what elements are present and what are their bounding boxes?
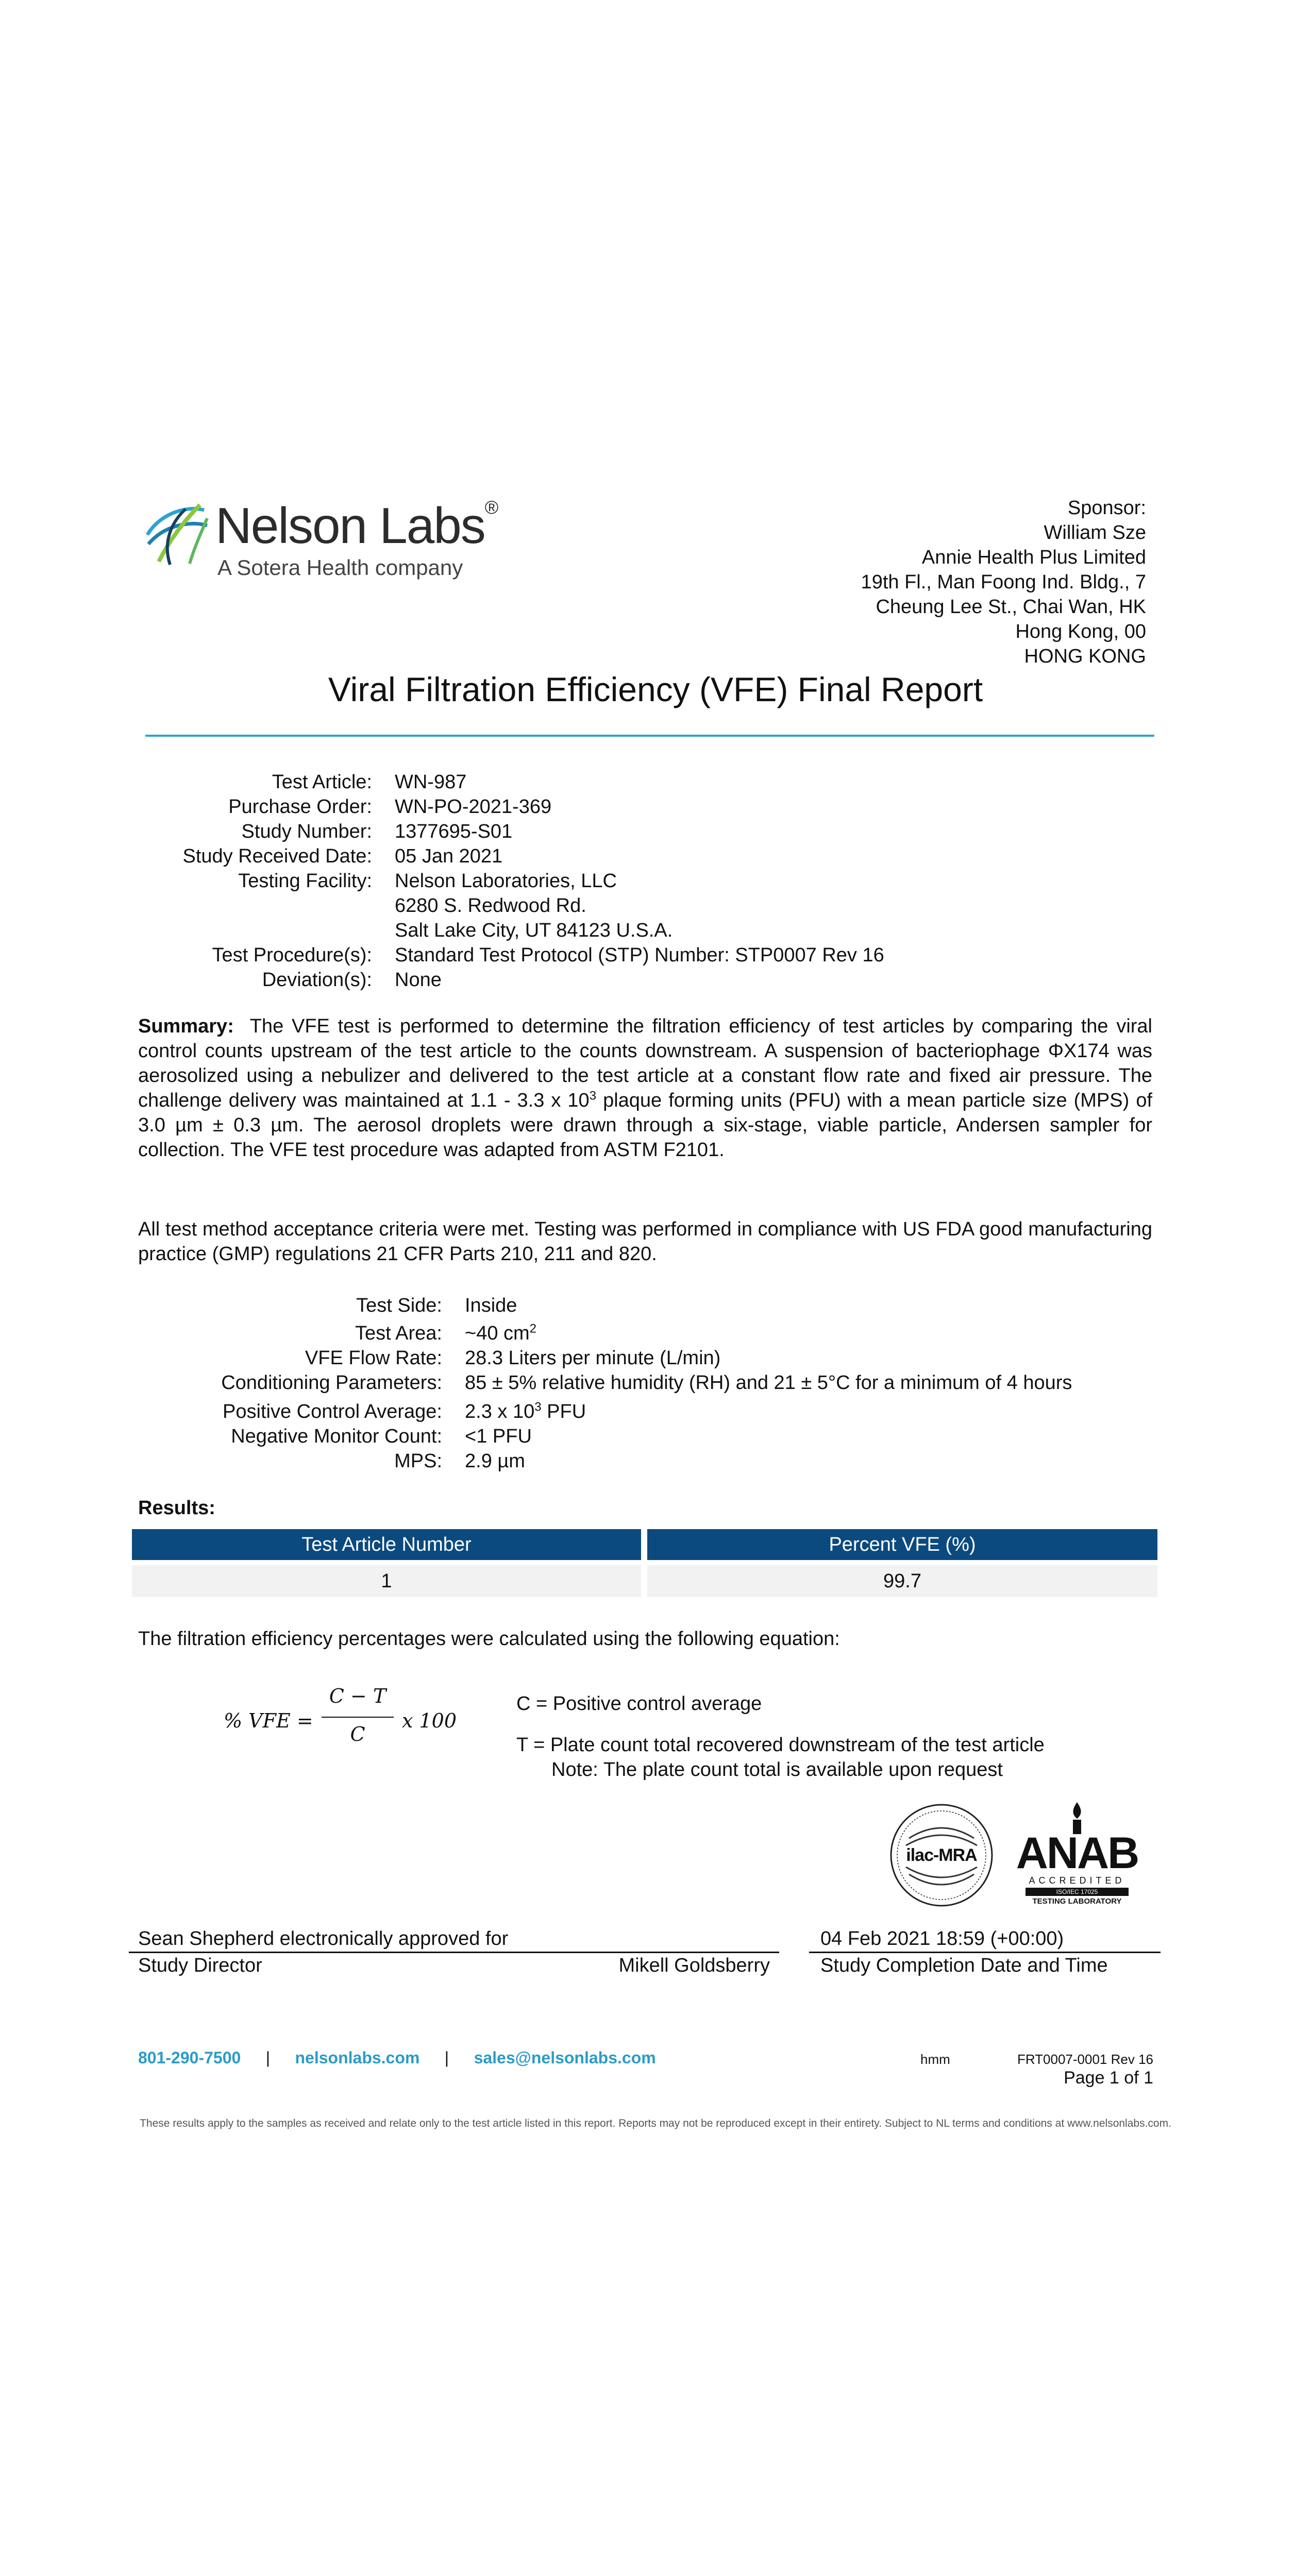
completion-date: 04 Feb 2021 18:59 (+00:00) [820,1928,1064,1950]
anab-label: ANAB [1016,1828,1138,1878]
anab-accredited: ACCREDITED [1029,1875,1125,1886]
ilac-mra-seal [888,1802,995,1908]
anab-iso: ISO/IEC 17025 [1026,1888,1129,1896]
completion-date-label: Study Completion Date and Time [820,1955,1108,1976]
sponsor-line: Cheung Lee St., Chai Wan, HK [876,596,1146,618]
sponsor-line: William Sze [1044,522,1146,544]
study-info-row: Salt Lake City, UT 84123 U.S.A. [395,920,673,941]
sponsor-line: Hong Kong, 00 [1015,621,1146,642]
date-line [809,1952,1161,1953]
footer-contacts: 801-290-7500 | nelsonlabs.com | sales@nelsonlabs.com [138,2048,656,2067]
approval-text: Sean Shepherd electronically approved for [138,1928,509,1950]
results-label: Results: [138,1497,215,1519]
study-info-row: Study Number: 1377695-S01 [241,821,513,842]
test-parameters-table [0,1293,1185,1473]
parameter-row: Test Side: Inside [356,1295,517,1316]
equation-rhs: x 100 [402,1709,457,1732]
results-header-vfe: Percent VFE (%) [647,1529,1157,1560]
footer-form-number: FRT0007-0001 Rev 16 [1017,2052,1153,2067]
parameter-row: Test Area: ~40 $cm^2$ [355,1321,537,1344]
nelson-labs-logo [138,495,498,587]
signature-line [129,1952,779,1953]
logo-tagline: A Sotera Health company [217,555,463,580]
summary-label: Summary: [138,1015,234,1037]
sponsor-block [861,496,1146,669]
footer-email[interactable]: sales@nelsonlabs.com [474,2048,656,2067]
study-info-row: Purchase Order: WN-PO-2021-369 [228,796,552,818]
study-info-row: Deviation(s): None [262,969,442,991]
equation-denominator: C [350,1723,365,1745]
footer-website[interactable]: nelsonlabs.com [295,2048,420,2067]
footer-phone[interactable]: 801-290-7500 [138,2048,241,2067]
parameter-row: MPS: 2.9 µm [394,1450,525,1472]
nelson-labs-globe-icon [138,495,215,572]
parameter-row: VFE Flow Rate: 28.3 Liters per minute (L/min) [305,1347,721,1369]
parameter-row: Negative Monitor Count: <1 PFU [231,1426,532,1447]
equation-lhs: % VFE = [224,1709,313,1732]
ilac-label: ilac-MRA [906,1845,977,1865]
report-title: Viral Filtration Efficiency (VFE) Final Report [328,670,983,708]
results-cell-article: 1 [132,1565,641,1597]
logo-name: Nelson Labs® [215,497,498,554]
summary-paragraph: Summary: The VFE test is performed to determine the filtration efficiency of test articles by comparing the viral control counts upstream of the test article to the counts downstream. A suspension of bacteriophage ΦX174 was aerosolized using a nebulizer and delivered to the test article at a constant flow rate and fixed air pressure. The challenge delivery was maintained at 1.1 - 3.3 x $10^3$ plaque forming units (PFU) with a mean particle size (MPS) of 3.0 µm ± 0.3 µm. The aerosol droplets were drawn through a six-stage, viable particle, Andersen sampler for collection. The VFE test procedure was adapted from ASTM F2101. [138,1015,1153,1161]
equation-numerator: C − T [329,1685,386,1707]
sponsor-line: Annie Health Plus Limited [921,547,1146,568]
study-director-name: Mikell Goldsberry [618,1955,770,1976]
study-info-row: Testing Facility: Nelson Laboratories, LLC [238,870,617,892]
footer-initials: hmm [920,2052,950,2067]
study-director-label: Study Director [138,1955,262,1976]
sponsor-label: Sponsor: [1067,497,1146,519]
equation-intro: The filtration efficiency percentages were calculated using the following equation: [138,1628,840,1650]
study-info-row: 6280 S. Redwood Rd. [395,895,586,917]
t-definition: T = Plate count total recovered downstream of the test article [516,1734,1045,1756]
parameter-row: Conditioning Parameters: 85 ± 5% relative humidity (RH) and 21 ± 5°C for a minimum of 4 hours [221,1372,1072,1394]
plate-count-note: Note: The plate count total is available upon request [551,1759,1003,1781]
sponsor-line: HONG KONG [1024,646,1146,667]
compliance-paragraph: All test method acceptance criteria were met. Testing was performed in compliance with US FDA good manufacturing practice (GMP) regulations 21 CFR Parts 210, 211 and 820. [138,1218,1152,1265]
results-cell-vfe: 99.7 [647,1565,1157,1597]
footer-page-number: Page 1 of 1 [1064,2068,1153,2088]
study-info-row: Test Article: WN-987 [272,771,467,793]
title-divider [145,735,1154,737]
study-info-row: Test Procedure(s): Standard Test Protocol (STP) Number: STP0007 Rev 16 [212,944,884,966]
c-definition: C = Positive control average [516,1693,762,1715]
equation-fraction-bar [322,1717,394,1718]
anab-accreditation-logo [1010,1800,1144,1908]
study-info-table [0,770,928,992]
anab-testing-lab: TESTING LABORATORY [1032,1897,1122,1906]
parameter-row: Positive Control Average: 2.3 x $10^3$ PFU [223,1400,586,1422]
results-header-article: Test Article Number [132,1529,641,1560]
sponsor-line: 19th Fl., Man Foong Ind. Bldg., 7 [861,571,1146,593]
vfe-equation [224,1685,461,1762]
study-info-row: Study Received Date: 05 Jan 2021 [182,845,503,867]
footer-disclaimer: These results apply to the samples as received and relate only to the test article listed in this report. Reports may not be reproduced except in their entirety. Subject to NL terms and conditions at www.nelsonlabs.com. [140,2117,1171,2129]
